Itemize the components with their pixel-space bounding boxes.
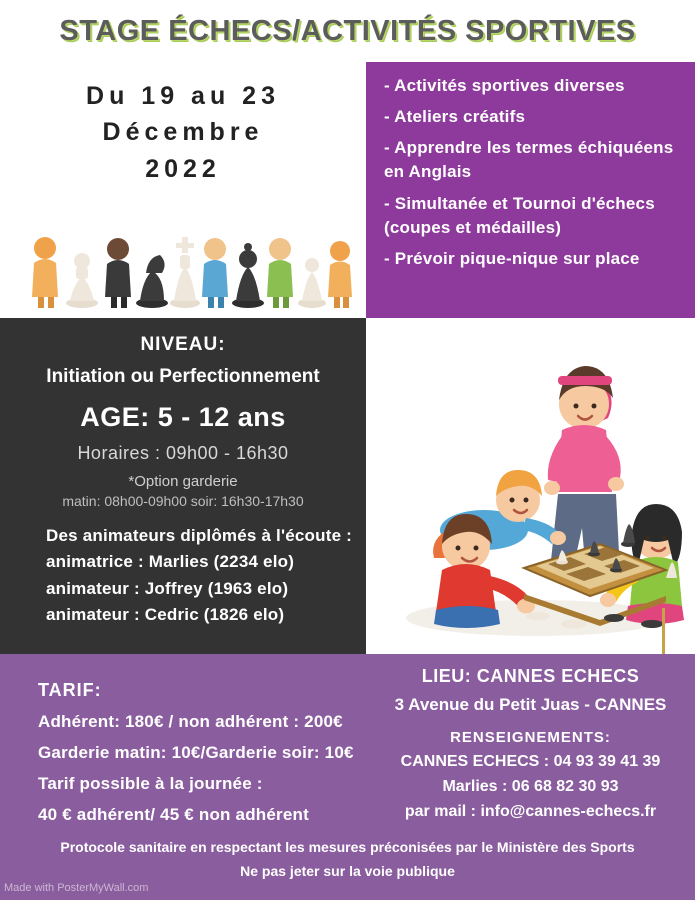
activities-panel xyxy=(366,62,695,318)
dates-line-3: 2022 xyxy=(145,154,221,183)
tarif-panel xyxy=(0,654,366,844)
activity-item: - Ateliers créatifs xyxy=(384,107,526,127)
staff-item: animateur : Cedric (1826 elo) xyxy=(46,605,285,625)
title-bar xyxy=(0,0,695,62)
staff-block xyxy=(14,523,352,628)
tarif-line: Tarif possible à la journée : xyxy=(38,774,263,793)
tarif-line: Garderie matin: 10€/Garderie soir: 10€ xyxy=(38,743,354,762)
lieu-title: LIEU: CANNES ECHECS xyxy=(421,666,640,686)
age-range: AGE: 5 - 12 ans xyxy=(80,402,286,432)
tarif-line: 40 € adhérent/ 45 € non adhérent xyxy=(38,805,309,824)
lieu-panel xyxy=(366,654,695,844)
niveau-label: NIVEAU: xyxy=(140,334,226,355)
activity-item: - Simultanée et Tournoi d'échecs (coupes et médailles) xyxy=(384,193,655,237)
info-panel xyxy=(0,318,366,654)
dates-line-1: Du 19 au 23 xyxy=(86,82,280,110)
bottom-band xyxy=(0,654,695,900)
contact-line: Marlies : 06 68 82 30 93 xyxy=(442,778,619,795)
children-playing-photo xyxy=(366,318,695,654)
watermark: Made with PosterMyWall.com xyxy=(4,882,149,894)
garderie-option: *Option garderie xyxy=(128,473,238,490)
activity-item: - Activités sportives diverses xyxy=(384,76,625,95)
dates-block xyxy=(12,78,354,187)
dates-line-2: Décembre xyxy=(102,118,264,147)
contact-line: CANNES ECHECS : 04 93 39 41 39 xyxy=(400,753,661,770)
horaires: Horaires : 09h00 - 16h30 xyxy=(77,443,289,463)
dates-panel xyxy=(0,62,366,318)
photo-illustration xyxy=(366,318,695,654)
tarif-line: Adhérent: 180€ / non adhérent : 200€ xyxy=(38,712,343,731)
staff-intro: Des animateurs diplômés à l'écoute : xyxy=(46,526,353,545)
staff-item: animateur : Joffrey (1963 elo) xyxy=(46,578,289,598)
renseignements-heading: RENSEIGNEMENTS: xyxy=(450,729,611,746)
staff-item: animatrice : Marlies (2234 elo) xyxy=(46,552,295,572)
garderie-details: matin: 08h00-09h00 soir: 16h30-17h30 xyxy=(62,493,304,509)
activities-list xyxy=(384,74,681,271)
footer-line-2: Ne pas jeter sur la voie publique xyxy=(240,863,455,880)
activity-item: - Apprendre les termes échiquéens en Anglais xyxy=(384,138,674,182)
chess-kids-illustration xyxy=(0,215,366,310)
tarif-heading: TARIF: xyxy=(38,680,102,700)
page-title: STAGE ÉCHECS/ACTIVITÉS SPORTIVES xyxy=(59,14,636,47)
niveau-value: Initiation ou Perfectionnement xyxy=(46,366,320,387)
footer-line-1: Protocole sanitaire en respectant les mesures préconisées par le Ministère des Sports xyxy=(60,839,635,856)
contact-email[interactable]: par mail : info@cannes-echecs.fr xyxy=(404,803,657,820)
footer-notes xyxy=(0,836,695,884)
lieu-address: 3 Avenue du Petit Juas - CANNES xyxy=(394,695,667,714)
activity-item: - Prévoir pique-nique sur place xyxy=(384,248,640,268)
